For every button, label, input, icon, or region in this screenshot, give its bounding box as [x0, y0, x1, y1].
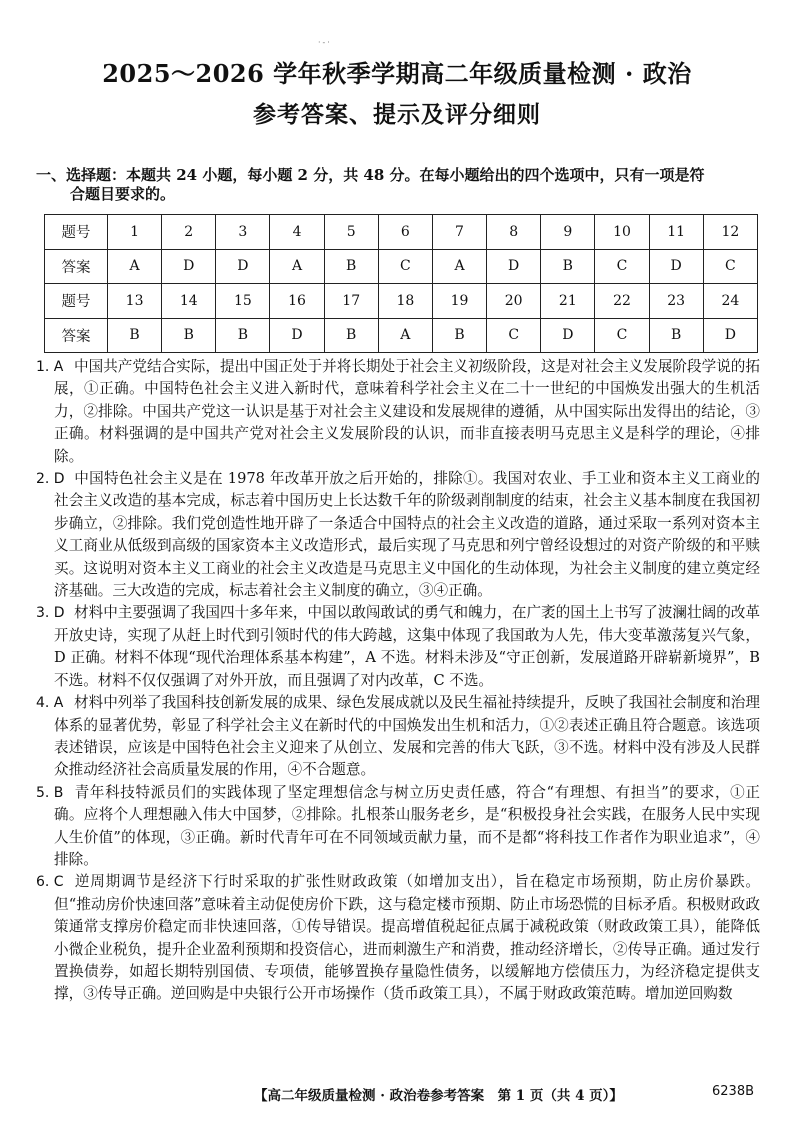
answer-cell: 10	[595, 215, 649, 250]
explanations-list	[36, 356, 760, 1006]
page-subtitle: 参考答案、提示及评分细则	[253, 101, 541, 128]
answer-cell: B	[432, 318, 486, 353]
answer-cell: C	[378, 249, 432, 284]
answer-cell: C	[595, 249, 649, 284]
item-text: 逆周期调节是经济下行时采取的扩张性财政政策（如增加支出），旨在稳定市场预期，防止房价暴跌。但“推动房价快速回落”意味着主动促使房价下跌，这与稳定楼市预期、防止市场恐慌的目标矛盾。积极财政政策通常支撑房价稳定而非快速回落，①传导错误。提高增值税起征点属于减税政策（财政政策工具），能降低小微企业税负，提升企业盈利预期和投资信心，进而刺激生产和消费，推动经济增长，②传导正确。通过发行置换债券，如超长期特别国债、专项债，能够置换存量隐性债务，以缓解地方偿债压力，为经济稳定提供支撑，③传导正确。逆回购是中央银行公开市场操作（货币政策工具），不属于财政政策范畴。增加逆回购数	[54, 873, 760, 1003]
answer-cell: D	[541, 318, 595, 353]
item-text: 青年科技特派员们的实践体现了坚定理想信念与树立历史责任感，符合“有理想、有担当”的要求，①正确。应将个人理想融入伟大中国梦，②排除。扎根茶山服务老乡，是“积极投身社会实践，在服务人民中实现人生价值”的体现，③正确。新时代青年可在不同领域贡献力量，而不是都“将科技工作者作为职业追求”，④排除。	[54, 783, 760, 868]
row-label: 题号	[45, 215, 108, 250]
answer-cell: 9	[541, 215, 595, 250]
answer-cell: C	[487, 318, 541, 353]
answer-cell: 6	[378, 215, 432, 250]
answer-cell: D	[270, 318, 324, 353]
answer-cell: 14	[162, 284, 216, 319]
answer-cell: A	[432, 249, 486, 284]
answer-cell: B	[649, 318, 703, 353]
row-label: 答案	[45, 318, 108, 353]
explanation-item	[36, 468, 760, 602]
scan-mark: ·-·	[318, 38, 332, 47]
answer-cell: 16	[270, 284, 324, 319]
explanation-item	[36, 782, 760, 872]
item-text: 中国共产党结合实际，提出中国正处于并将长期处于社会主义初级阶段，这是对社会主义发展阶段学说的拓展，①正确。中国特色社会主义进入新时代，意味着科学社会主义在二十一世纪的中国焕发出强大的生机活力，②排除。中国共产党这一认识是基于对社会主义建设和发展规律的遵循，从中国实际出发得出的结论，③正确。材料强调的是中国共产党对社会主义发展阶段的认识，而非直接表明马克思主义是科学的理论，④排除。	[54, 358, 760, 465]
answer-cell: B	[108, 318, 162, 353]
answer-cell: D	[162, 249, 216, 284]
item-number: 6. C	[36, 874, 64, 891]
section-heading-line1: 一、选择题：本题共 24 小题，每小题 2 分，共 48 分。在每小题给出的四个选项中，只有一项是符	[36, 166, 705, 184]
answer-cell: D	[216, 249, 270, 284]
answer-cell: A	[378, 318, 432, 353]
answer-table-row	[45, 215, 758, 250]
answer-cell: 12	[703, 215, 757, 250]
paper-code: 6238B	[712, 1084, 755, 1099]
section-heading-line2: 合题目要求的。	[70, 185, 176, 203]
answer-cell: 15	[216, 284, 270, 319]
item-number: 1. A	[36, 359, 64, 375]
answer-cell: A	[108, 249, 162, 284]
explanation-item	[36, 871, 760, 1005]
answer-cell: 11	[649, 215, 703, 250]
item-text: 材料中列举了我国科技创新发展的成果、绿色发展成就以及民生福祉持续提升，反映了我国社会制度和治理体系的显著优势，彰显了科学社会主义在新时代的中国焕发出生机和活力，①②表述正确且符合题意。该选项表述错误，应该是中国特色社会主义迎来了从创立、发展和完善的伟大飞跃，③不选。材料中没有涉及人民群众推动经济社会高质量发展的作用，④不合题意。	[54, 694, 760, 779]
answer-cell: 3	[216, 215, 270, 250]
answer-cell: B	[216, 318, 270, 353]
item-number: 4. A	[36, 695, 64, 712]
item-number: 5. B	[36, 784, 64, 801]
answer-cell: 8	[487, 215, 541, 250]
answer-table-row	[45, 284, 758, 319]
row-label: 题号	[45, 284, 108, 319]
answer-cell: 23	[649, 284, 703, 319]
answer-cell: 13	[108, 284, 162, 319]
answer-table-row	[45, 318, 758, 353]
answer-cell: 18	[378, 284, 432, 319]
answer-cell: 4	[270, 215, 324, 250]
answer-cell: B	[324, 249, 378, 284]
answer-cell: 2	[162, 215, 216, 250]
answer-table-row	[45, 249, 758, 284]
answer-cell: B	[162, 318, 216, 353]
answer-cell: B	[541, 249, 595, 284]
item-number: 2. D	[36, 471, 65, 488]
answer-cell: B	[324, 318, 378, 353]
item-text: 中国特色社会主义是在 1978 年改革开放之后开始的，排除①。我国对农业、手工业和资本主义工商业的社会主义改造的基本完成，标志着中国历史上长达数千年的阶级剥削制度的结束，社会主义基本制度在我国初步确立，②排除。我们党创造性地开辟了一条适合中国特点的社会主义改造的道路，通过采取一系列对资本主义工商业从低级到高级的国家资本主义改造形式，最后实现了马克思和列宁曾经设想过的对资产阶级的和平赎买。这说明对资本主义工商业的社会主义改造是马克思主义中国化的生动体现，为社会主义制度的建立奠定经济基础。三大改造的完成，标志着社会主义制度的确立，③④正确。	[54, 470, 760, 600]
page-title: 2025～2026 学年秋季学期高二年级质量检测 · 政治	[102, 59, 692, 88]
item-number: 3. D	[36, 605, 65, 622]
footer-text: 【高二年级质量检测 · 政治卷参考答案 第 1 页（共 4 页）】	[254, 1088, 623, 1104]
row-label: 答案	[45, 249, 108, 284]
answer-cell: C	[703, 249, 757, 284]
answer-cell: 17	[324, 284, 378, 319]
answer-cell: D	[487, 249, 541, 284]
answer-cell: 24	[703, 284, 757, 319]
explanation-item	[36, 356, 760, 468]
answer-cell: 20	[487, 284, 541, 319]
answer-cell: 19	[432, 284, 486, 319]
answer-cell: D	[649, 249, 703, 284]
answer-cell: 5	[324, 215, 378, 250]
answer-cell: 1	[108, 215, 162, 250]
answer-cell: C	[595, 318, 649, 353]
answer-cell: A	[270, 249, 324, 284]
answer-cell: 22	[595, 284, 649, 319]
answer-cell: D	[703, 318, 757, 353]
item-text: 材料中主要强调了我国四十多年来，中国以敢闯敢试的勇气和魄力，在广袤的国土上书写了波澜壮阔的改革开放史诗，实现了从赶上时代到引领时代的伟大跨越，这集中体现了我国敢为人先，伟大变革激荡复兴气象，D 正确。材料不体现“现代治理体系基本构建”，A 不选。材料未涉及“守正创新，发展道路开辟崭新境界”，B 不选。材料不仅仅强调了对外开放，而且强调了对内改革，C 不选。	[54, 604, 760, 689]
section-heading	[36, 166, 760, 204]
explanation-item	[36, 692, 760, 782]
explanation-item	[36, 602, 760, 692]
answer-cell: 7	[432, 215, 486, 250]
answer-table	[44, 214, 758, 353]
answer-cell: 21	[541, 284, 595, 319]
